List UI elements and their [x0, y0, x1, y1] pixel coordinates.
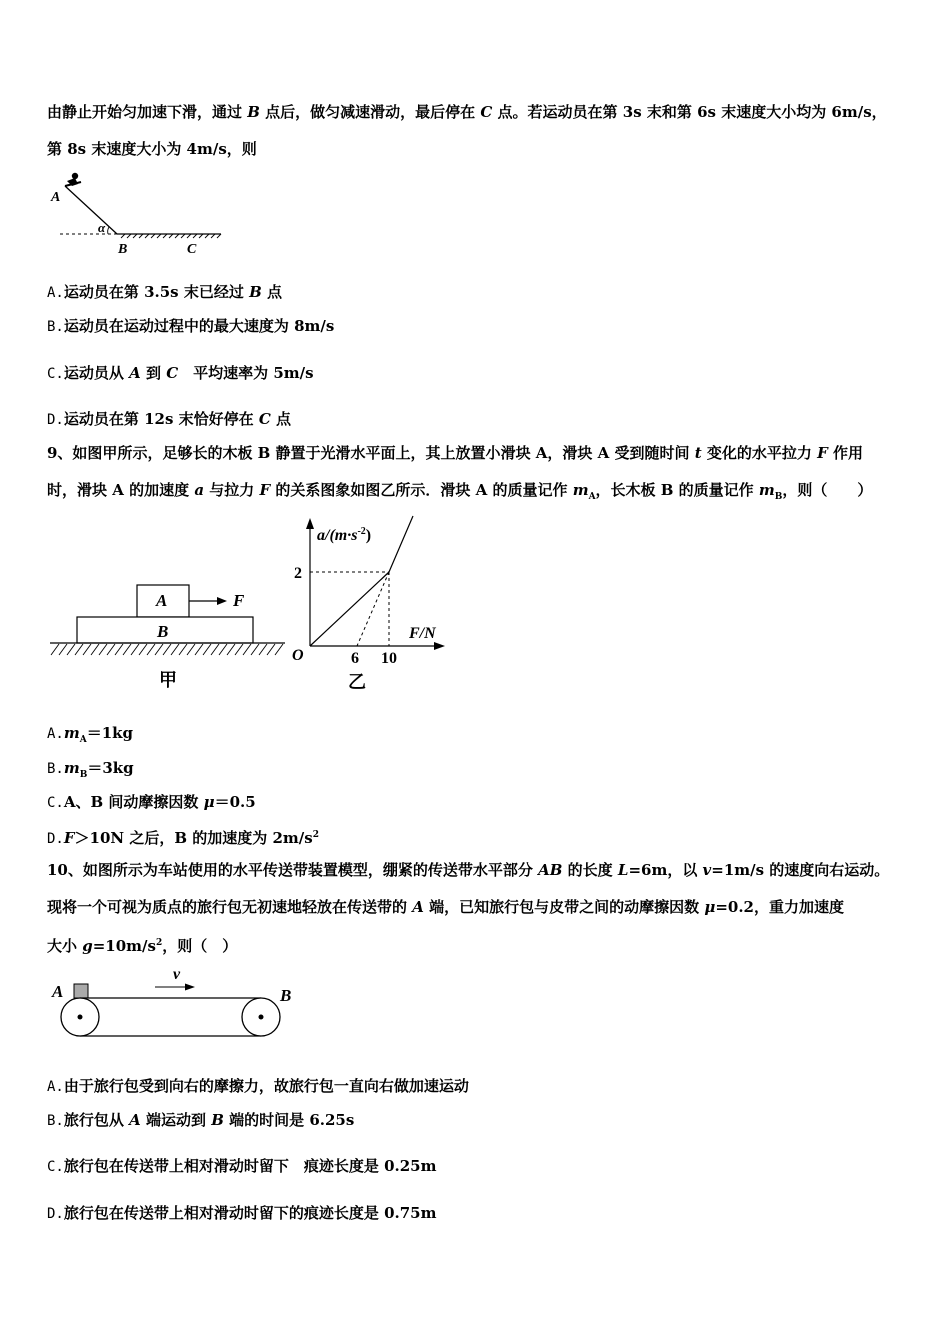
point-b-label: B: [118, 242, 128, 257]
force-label: F: [233, 591, 245, 610]
q9-stem-line-2: 时，滑块 A 的加速度 a 与拉力 F 的关系图象如图乙所示．滑块 A 的质量记作 $m_A$，长木板 B 的质量记作 $m_B$，则（ ）: [47, 481, 873, 502]
y-axis-arrow-icon: [306, 518, 314, 529]
q9-option-c: C.A、B 间动摩擦因数 μ＝0.5: [47, 793, 256, 811]
x-axis-arrow-icon: [434, 642, 445, 650]
figure-jia-caption: 甲: [159, 670, 177, 690]
q10-option-a: A.由于旅行包受到向右的摩擦力，故旅行包一直向右做加速运动: [47, 1077, 469, 1095]
q10-stem-line-3: 大小 $g=10m/s^2$，则（ ）: [47, 937, 238, 955]
angle-alpha-label: α: [98, 220, 106, 235]
q9-option-d: D.F＞10N 之后，B 的加速度为 $2m/s^2$: [47, 829, 319, 847]
q8-slope-figure: [45, 168, 230, 260]
x-tick-10: 10: [381, 650, 397, 667]
velocity-arrow-icon: [185, 984, 195, 991]
q8-option-c: C.运动员从 A 到 C 平均速率为 5m/s: [47, 364, 314, 382]
q9-option-b: $B.m_B=3kg$: [47, 759, 134, 780]
q10-stem-line-2: 现将一个可视为质点的旅行包无初速地轻放在传送带的 A 端，已知旅行包与皮带之间的动摩擦因数 μ=0.2，重力加速度: [47, 898, 844, 916]
end-b-label: B: [280, 986, 292, 1005]
q9-option-a: $A.m_A=1kg$: [47, 724, 134, 745]
point-a-label: A: [51, 190, 61, 205]
q8-option-a: A.运动员在第 3.5s 末已经过 B 点: [47, 283, 282, 301]
q9-figure-jia: [45, 580, 295, 695]
q8-stem-line-2: 第 8s 末速度大小为 4m/s，则: [47, 140, 257, 158]
velocity-label: v: [173, 966, 181, 983]
q10-stem-line-1: 10、如图所示为车站使用的水平传送带装置模型，绷紧的传送带水平部分 AB 的长度 L=6m，以 v=1m/s 的速度向右运动。: [47, 861, 890, 879]
q10-option-d: D.旅行包在传送带上相对滑动时留下的痕迹长度是 0.75m: [47, 1204, 437, 1222]
y-tick-2: 2: [294, 565, 302, 582]
force-arrow-icon: [217, 597, 227, 605]
q9-figure-yi: [285, 510, 455, 700]
luggage-box: [74, 984, 88, 998]
q10-conveyor-figure: [45, 962, 305, 1042]
q9-stem-line-1: 9、如图甲所示，足够长的木板 B 静置于光滑水平面上，其上放置小滑块 A，滑块 A 受到随时间 t 变化的水平拉力 F 作用: [47, 444, 864, 462]
q8-stem-line-1: 由静止开始匀加速下滑，通过 B 点后，做匀减速滑动，最后停在 C 点。若运动员在第 3s 末和第 6s 末速度大小均为 6m/s，: [47, 103, 887, 121]
q8-option-b: B.运动员在运动过程中的最大速度为 8m/s: [47, 317, 335, 335]
end-a-label: A: [52, 982, 64, 1001]
q8-option-d: D.运动员在第 12s 末恰好停在 C 点: [47, 410, 292, 428]
skier-icon: [65, 173, 81, 186]
q10-option-c: C.旅行包在传送带上相对滑动时留下 痕迹长度是 0.25m: [47, 1157, 437, 1175]
block-a-label: A: [156, 591, 168, 610]
y-axis-label: $a/(m\cdot s^{-2})$: [317, 526, 372, 544]
x-tick-6: 6: [351, 650, 359, 667]
board-b-label: B: [157, 622, 169, 641]
figure-yi-caption: 乙: [348, 672, 366, 692]
q10-option-b: B.旅行包从 A 端运动到 B 端的时间是 6.25s: [47, 1111, 355, 1129]
point-c-label: C: [187, 242, 197, 257]
x-axis-label: F/N: [409, 625, 436, 642]
origin-label: O: [292, 647, 304, 664]
